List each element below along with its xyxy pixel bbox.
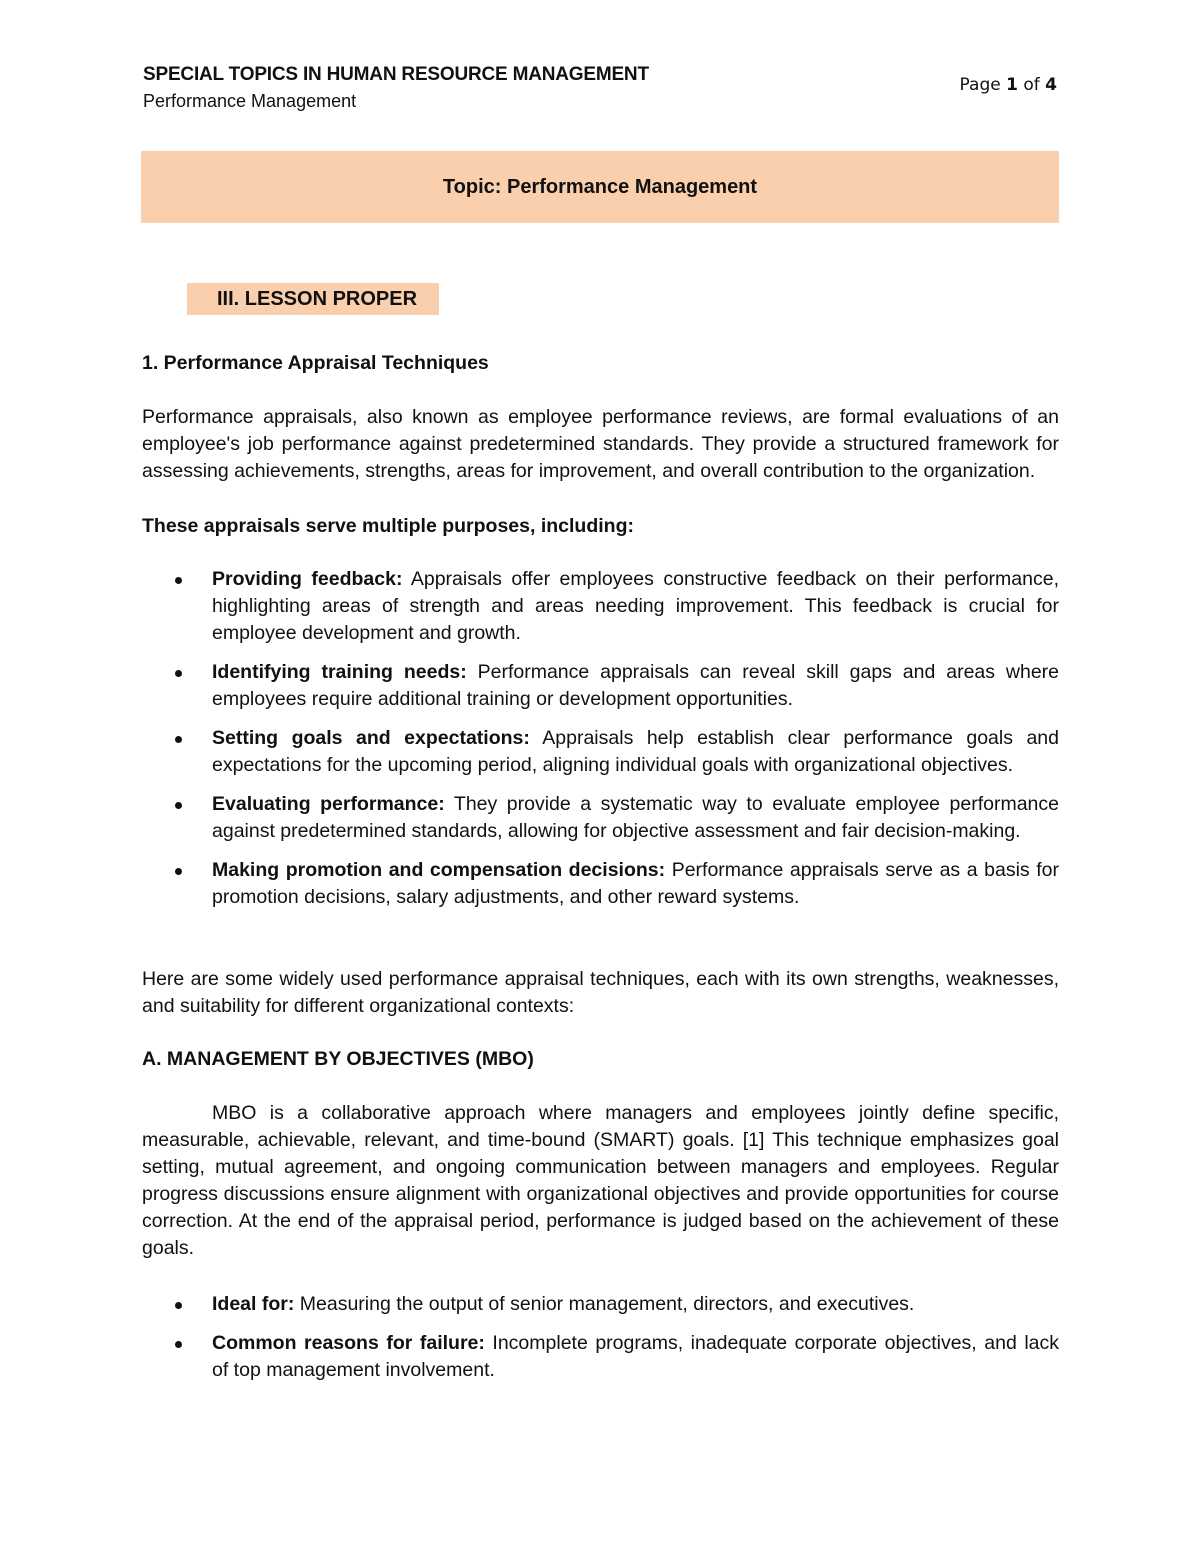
bullet-icon [175,670,182,677]
section-1-heading: 1. Performance Appraisal Techniques [142,352,489,374]
section-a-body: MBO is a collaborative approach where managers and employees jointly define specific, measurable, achievable, relevant, and time-bound (SMART) goals. [1] This technique emphasizes goal setting, mutual agreement, and ongoing communication between managers and employees. Regular progress discussions ensure alignment with organizational objectives and provide opportunities for course correction. At the end of the appraisal period, performance is judged based on the achievement of these goals. [142,1102,1059,1259]
bullet-icon [175,577,182,584]
list-item: Making promotion and compensation decisions: Performance appraisals serve as a basis for promotion decisions, salary adjustments, and other reward systems. [142,857,1059,911]
bullet-icon [175,802,182,809]
bullet-icon [175,1302,182,1309]
mbo-points-list [142,1291,1059,1396]
bullet-icon [175,868,182,875]
lesson-label: III. LESSON PROPER [187,283,439,315]
topic-banner: Topic: Performance Management [141,151,1059,223]
course-title: SPECIAL TOPICS IN HUMAN RESOURCE MANAGEMENT [143,64,649,85]
list-item: Common reasons for failure: Incomplete programs, inadequate corporate objectives, and lack of top management involvement. [142,1330,1059,1384]
section-1-intro: Performance appraisals, also known as employee performance reviews, are formal evaluations of an employee's job performance against predetermined standards. They provide a structured framework for assessing achievements, strengths, areas for improvement, and overall contribution to the organization. [142,406,1059,482]
techniques-intro: Here are some widely used performance appraisal techniques, each with its own strengths, weaknesses, and suitability for different organizational contexts: [142,968,1059,1017]
list-item: Identifying training needs: Performance appraisals can reveal skill gaps and areas where employees require additional training or development opportunities. [142,659,1059,713]
purposes-list [142,566,1059,923]
list-item: Setting goals and expectations: Appraisals help establish clear performance goals and expectations for the upcoming period, aligning individual goals with organizational objectives. [142,725,1059,779]
list-item: Providing feedback: Appraisals offer employees constructive feedback on their performance, highlighting areas of strength and areas needing improvement. This feedback is crucial for employee development and growth. [142,566,1059,647]
section-a-heading: A. MANAGEMENT BY OBJECTIVES (MBO) [142,1048,534,1070]
bullet-icon [175,1341,182,1348]
course-subtitle: Performance Management [143,91,357,111]
list-item: Evaluating performance: They provide a systematic way to evaluate employee performance against predetermined standards, allowing for objective assessment and fair decision-making. [142,791,1059,845]
page-number: Page 1 of 4 [959,75,1057,95]
list-item: Ideal for: Measuring the output of senior management, directors, and executives. [142,1291,1059,1318]
bullet-icon [175,736,182,743]
purposes-heading: These appraisals serve multiple purposes, including: [142,515,634,537]
